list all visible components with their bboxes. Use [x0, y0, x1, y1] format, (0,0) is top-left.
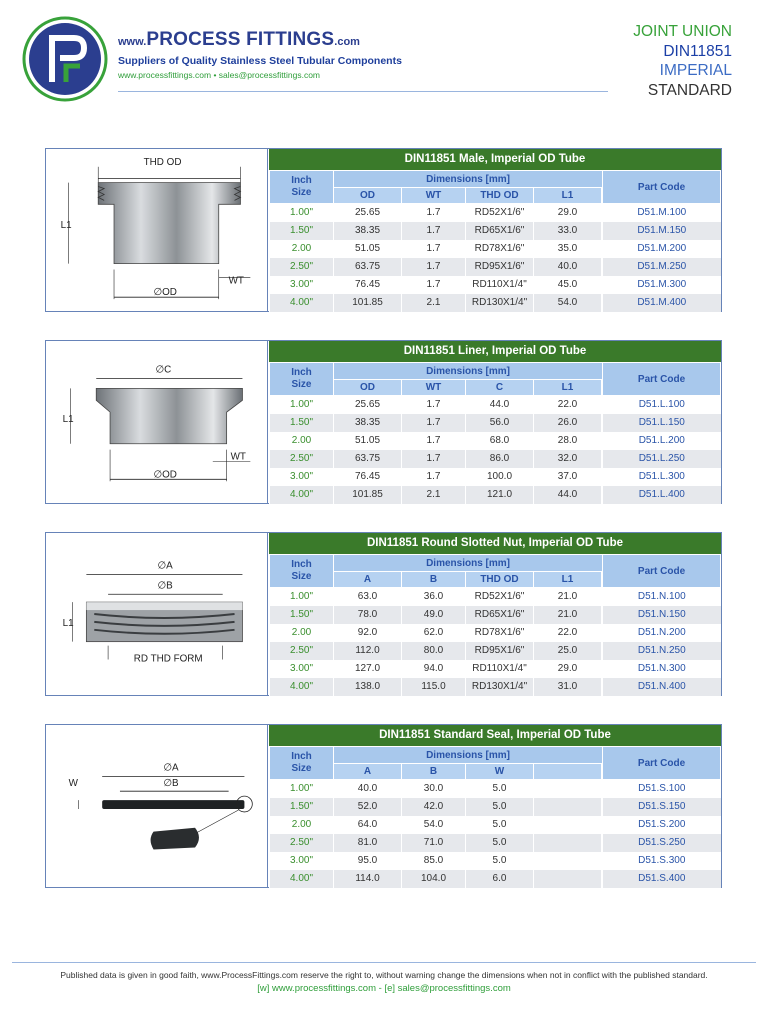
dimension-cell: 6.0 [466, 870, 534, 888]
dimension-cell: RD95X1/6" [466, 258, 534, 276]
part-code-cell: D51.L.200 [603, 432, 721, 450]
dimension-cell: 68.0 [466, 432, 534, 450]
seal-label-a: ∅A [163, 762, 179, 774]
size-cell: 2.50" [270, 642, 334, 660]
dimension-cell: 30.0 [402, 780, 466, 798]
col-header: A [334, 572, 402, 588]
part-code-header: Part Code [603, 363, 721, 396]
part-code-header: Part Code [603, 747, 721, 780]
dimension-cell: RD110X1/4" [466, 276, 534, 294]
table-row [270, 798, 721, 816]
table-title: DIN11851 Round Slotted Nut, Imperial OD Tube [269, 533, 721, 554]
dimension-cell: 63.75 [334, 450, 402, 468]
dimension-cell: 21.0 [534, 606, 602, 624]
dimension-cell: 1.7 [402, 240, 466, 258]
col-header: W [466, 764, 534, 780]
panel-nut [45, 532, 722, 696]
size-cell: 2.00 [270, 816, 334, 834]
part-code-cell: D51.L.150 [603, 414, 721, 432]
part-code-cell: D51.S.100 [603, 780, 721, 798]
male-label-l1: L1 [60, 220, 72, 232]
dimension-cell: RD130X1/4" [466, 294, 534, 312]
col-header: WT [402, 188, 466, 204]
brand-prefix: www. [118, 36, 147, 48]
table-row [270, 852, 721, 870]
size-cell: 1.00" [270, 780, 334, 798]
dimension-cell: RD52X1/6" [466, 204, 534, 222]
col-header: THD OD [466, 188, 534, 204]
dimension-cell: 36.0 [402, 588, 466, 606]
dimension-cell [534, 870, 602, 888]
part-code-cell: D51.S.150 [603, 798, 721, 816]
nut-label-form: RD THD FORM [133, 653, 203, 665]
dimension-cell: 22.0 [534, 396, 602, 414]
table-row [270, 642, 721, 660]
col-header: OD [334, 380, 402, 396]
dimension-cell: 52.0 [334, 798, 402, 816]
dimension-cell: 25.0 [534, 642, 602, 660]
dimension-cell: 33.0 [534, 222, 602, 240]
part-code-cell: D51.S.200 [603, 816, 721, 834]
dimension-cell: 1.7 [402, 432, 466, 450]
figure-nut [46, 533, 268, 695]
size-cell: 2.00 [270, 240, 334, 258]
brand-tagline: Suppliers of Quality Stainless Steel Tubular Components [118, 55, 402, 67]
table-row [270, 660, 721, 678]
table-row [270, 204, 721, 222]
email-link[interactable]: sales@processfittings.com [218, 70, 321, 80]
col-header: L1 [534, 188, 602, 204]
nut-label-a: ∅A [157, 560, 173, 572]
title-line-1: JOINT UNION [633, 23, 732, 40]
dimension-cell: RD130X1/4" [466, 678, 534, 696]
figure-seal [46, 725, 268, 887]
dimension-cell: 76.45 [334, 276, 402, 294]
footer-disclaimer: Published data is given in good faith, www.ProcessFittings.com reserve the right to, without warning change the dimensions when not in conflict with the published standard. [60, 970, 708, 980]
dimension-cell: 25.65 [334, 204, 402, 222]
dimension-cell: 64.0 [334, 816, 402, 834]
dimension-cell: 56.0 [466, 414, 534, 432]
liner-label-wt: WT [230, 451, 246, 463]
panel-liner [45, 340, 722, 504]
dimension-cell: 2.1 [402, 294, 466, 312]
company-logo [22, 16, 108, 102]
dimension-cell: 1.7 [402, 258, 466, 276]
title-line-3: IMPERIAL [659, 62, 732, 79]
dimension-cell: 40.0 [534, 258, 602, 276]
figure-male [46, 149, 268, 311]
dimension-cell: 44.0 [534, 486, 602, 504]
part-code-cell: D51.M.150 [603, 222, 721, 240]
liner-label-od: ∅OD [153, 469, 177, 481]
brand-name [118, 30, 618, 49]
part-code-cell: D51.L.250 [603, 450, 721, 468]
nut-label-l1: L1 [62, 617, 74, 629]
size-cell: 2.00 [270, 624, 334, 642]
table-row [270, 450, 721, 468]
size-cell: 2.00 [270, 432, 334, 450]
table-body [270, 204, 721, 312]
dimension-cell: 38.35 [334, 414, 402, 432]
dimension-cell: RD110X1/4" [466, 660, 534, 678]
dimension-cell: 21.0 [534, 588, 602, 606]
inch-size-header: Inch Size [270, 747, 334, 780]
seal-label-b: ∅B [163, 778, 179, 790]
col-header [602, 380, 603, 396]
dimension-cell: 100.0 [466, 468, 534, 486]
part-code-cell: D51.M.300 [603, 276, 721, 294]
col-header [602, 572, 603, 588]
dimension-cell: 5.0 [466, 852, 534, 870]
dimension-cell: 44.0 [466, 396, 534, 414]
dimension-cell: 1.7 [402, 222, 466, 240]
dimension-cell: RD65X1/6" [466, 606, 534, 624]
panel-seal [45, 724, 722, 888]
table-title: DIN11851 Liner, Imperial OD Tube [269, 341, 721, 362]
seal-label-w: W [68, 778, 78, 790]
dimension-cell: 42.0 [402, 798, 466, 816]
table-row [270, 624, 721, 642]
table-title: DIN11851 Male, Imperial OD Tube [269, 149, 721, 170]
size-cell: 4.00" [270, 678, 334, 696]
size-cell: 3.00" [270, 468, 334, 486]
dimensions-header: Dimensions [mm] [334, 363, 603, 380]
table-row [270, 816, 721, 834]
size-cell: 4.00" [270, 294, 334, 312]
dimension-cell: 51.05 [334, 240, 402, 258]
dimension-cell: 115.0 [402, 678, 466, 696]
col-header: OD [334, 188, 402, 204]
dimensions-header: Dimensions [mm] [334, 171, 603, 188]
header-divider [118, 91, 608, 92]
part-code-cell: D51.N.150 [603, 606, 721, 624]
liner-label-l1: L1 [62, 414, 74, 425]
part-code-cell: D51.M.100 [603, 204, 721, 222]
dimension-cell: 28.0 [534, 432, 602, 450]
brand-contact-line [118, 70, 618, 80]
table-body [270, 396, 721, 504]
website-link[interactable]: www.processfittings.com [118, 70, 212, 80]
size-cell: 1.00" [270, 204, 334, 222]
table-title: DIN11851 Standard Seal, Imperial OD Tube [269, 725, 721, 746]
dimension-cell: 71.0 [402, 834, 466, 852]
col-header: C [466, 380, 534, 396]
dimension-cell: 127.0 [334, 660, 402, 678]
col-header: WT [402, 380, 466, 396]
dimension-cell [534, 852, 602, 870]
col-header: THD OD [466, 572, 534, 588]
col-header: L1 [534, 572, 602, 588]
nut-label-b: ∅B [157, 580, 173, 592]
size-cell: 4.00" [270, 870, 334, 888]
part-code-cell: D51.S.300 [603, 852, 721, 870]
col-header: B [402, 764, 466, 780]
dimension-cell: 1.7 [402, 276, 466, 294]
col-header [534, 764, 602, 780]
male-label-wt: WT [228, 275, 244, 287]
table-row [270, 396, 721, 414]
dimension-cell: 40.0 [334, 780, 402, 798]
brand-suffix: .com [334, 36, 360, 48]
nut-drawing [46, 533, 267, 695]
size-cell: 1.00" [270, 588, 334, 606]
col-header: A [334, 764, 402, 780]
brand-main: PROCESS FITTINGS [146, 29, 335, 50]
dimension-cell: 63.75 [334, 258, 402, 276]
col-header: L1 [534, 380, 602, 396]
dimension-cell: 112.0 [334, 642, 402, 660]
size-cell: 1.50" [270, 798, 334, 816]
table-body [270, 588, 721, 696]
panel-male [45, 148, 722, 312]
title-line-4: STANDARD [647, 81, 732, 99]
dimension-cell: 29.0 [534, 204, 602, 222]
spec-table [269, 554, 721, 696]
spec-table [269, 746, 721, 888]
part-code-cell: D51.L.100 [603, 396, 721, 414]
dimension-cell: RD78X1/6" [466, 624, 534, 642]
table-row [270, 468, 721, 486]
dimension-cell [534, 816, 602, 834]
size-cell: 2.50" [270, 450, 334, 468]
size-cell: 4.00" [270, 486, 334, 504]
dimension-cell: 62.0 [402, 624, 466, 642]
table-row [270, 588, 721, 606]
dimension-cell: 51.05 [334, 432, 402, 450]
dimension-cell: 80.0 [402, 642, 466, 660]
dimension-cell: 5.0 [466, 816, 534, 834]
part-code-cell: D51.M.400 [603, 294, 721, 312]
col-header [602, 764, 603, 780]
dimension-cell: 101.85 [334, 294, 402, 312]
part-code-cell: D51.N.400 [603, 678, 721, 696]
part-code-cell: D51.N.200 [603, 624, 721, 642]
dimension-cell: 63.0 [334, 588, 402, 606]
size-cell: 1.00" [270, 396, 334, 414]
dimension-cell: 32.0 [534, 450, 602, 468]
dimension-cell: 1.7 [402, 396, 466, 414]
part-code-cell: D51.L.400 [603, 486, 721, 504]
dimension-cell: RD95X1/6" [466, 642, 534, 660]
table-row [270, 222, 721, 240]
part-code-cell: D51.S.250 [603, 834, 721, 852]
table-row [270, 486, 721, 504]
footer-contact[interactable]: [w] www.processfittings.com - [e] sales@processfittings.com [257, 983, 511, 994]
size-cell: 2.50" [270, 834, 334, 852]
dimension-cell: 114.0 [334, 870, 402, 888]
dimension-cell: 37.0 [534, 468, 602, 486]
table-row [270, 780, 721, 798]
table-row [270, 678, 721, 696]
male-drawing [46, 149, 267, 311]
dimension-cell: 138.0 [334, 678, 402, 696]
liner-label-c: ∅C [155, 364, 172, 376]
dimension-cell: 54.0 [534, 294, 602, 312]
dimension-cell: 95.0 [334, 852, 402, 870]
dimension-cell: 49.0 [402, 606, 466, 624]
dimension-cell: 92.0 [334, 624, 402, 642]
table-liner [269, 341, 721, 503]
inch-size-header: Inch Size [270, 555, 334, 588]
col-header: B [402, 572, 466, 588]
dimension-cell: 5.0 [466, 834, 534, 852]
table-seal [269, 725, 721, 887]
dimension-cell: 86.0 [466, 450, 534, 468]
table-row [270, 240, 721, 258]
dimension-cell [534, 798, 602, 816]
dimension-cell: 38.35 [334, 222, 402, 240]
dimension-cell: 81.0 [334, 834, 402, 852]
dimension-cell: 22.0 [534, 624, 602, 642]
dimension-cell: 94.0 [402, 660, 466, 678]
document-title [633, 22, 732, 100]
dimension-cell: RD65X1/6" [466, 222, 534, 240]
dimension-cell: 85.0 [402, 852, 466, 870]
size-cell: 3.00" [270, 852, 334, 870]
table-nut [269, 533, 721, 695]
male-label-thd: THD OD [143, 156, 182, 168]
dimension-cell: 45.0 [534, 276, 602, 294]
part-code-cell: D51.L.300 [603, 468, 721, 486]
figure-liner [46, 341, 268, 503]
dimension-cell: 78.0 [334, 606, 402, 624]
table-row [270, 834, 721, 852]
inch-size-header: Inch Size [270, 363, 334, 396]
liner-drawing [46, 341, 267, 503]
size-cell: 2.50" [270, 258, 334, 276]
seal-drawing [46, 725, 267, 887]
dimension-cell: 5.0 [466, 798, 534, 816]
table-row [270, 606, 721, 624]
dimension-cell: 76.45 [334, 468, 402, 486]
size-cell: 1.50" [270, 222, 334, 240]
part-code-cell: D51.N.100 [603, 588, 721, 606]
table-row [270, 294, 721, 312]
separator: • [213, 70, 217, 80]
part-code-cell: D51.M.200 [603, 240, 721, 258]
spec-table [269, 170, 721, 312]
table-row [270, 414, 721, 432]
dimension-cell: 35.0 [534, 240, 602, 258]
dimension-cell: 54.0 [402, 816, 466, 834]
table-male [269, 149, 721, 311]
part-code-header: Part Code [603, 555, 721, 588]
table-body [270, 780, 721, 888]
male-label-od: ∅OD [153, 287, 177, 299]
col-header [602, 188, 603, 204]
dimension-cell: 5.0 [466, 780, 534, 798]
brand-block [118, 30, 618, 80]
dimension-cell: 104.0 [402, 870, 466, 888]
part-code-cell: D51.M.250 [603, 258, 721, 276]
dimension-cell: RD78X1/6" [466, 240, 534, 258]
size-cell: 3.00" [270, 276, 334, 294]
dimension-cell: 1.7 [402, 468, 466, 486]
dimension-cell: 29.0 [534, 660, 602, 678]
dimension-cell [534, 834, 602, 852]
table-row [270, 258, 721, 276]
dimension-cell: 1.7 [402, 450, 466, 468]
inch-size-header: Inch Size [270, 171, 334, 204]
dimensions-header: Dimensions [mm] [334, 747, 603, 764]
dimension-cell: 121.0 [466, 486, 534, 504]
dimension-cell: 1.7 [402, 204, 466, 222]
table-row [270, 432, 721, 450]
part-code-header: Part Code [603, 171, 721, 204]
dimension-cell: 31.0 [534, 678, 602, 696]
dimensions-header: Dimensions [mm] [334, 555, 603, 572]
dimension-cell: 25.65 [334, 396, 402, 414]
dimension-cell: RD52X1/6" [466, 588, 534, 606]
footer-divider [12, 962, 756, 963]
size-cell: 1.50" [270, 414, 334, 432]
part-code-cell: D51.N.250 [603, 642, 721, 660]
spec-table [269, 362, 721, 504]
dimension-cell [534, 780, 602, 798]
part-code-cell: D51.S.400 [603, 870, 721, 888]
size-cell: 1.50" [270, 606, 334, 624]
title-line-2: DIN11851 [663, 42, 732, 60]
dimension-cell: 2.1 [402, 486, 466, 504]
dimension-cell: 101.85 [334, 486, 402, 504]
dimension-cell: 26.0 [534, 414, 602, 432]
size-cell: 3.00" [270, 660, 334, 678]
part-code-cell: D51.N.300 [603, 660, 721, 678]
dimension-cell: 1.7 [402, 414, 466, 432]
table-row [270, 276, 721, 294]
table-row [270, 870, 721, 888]
